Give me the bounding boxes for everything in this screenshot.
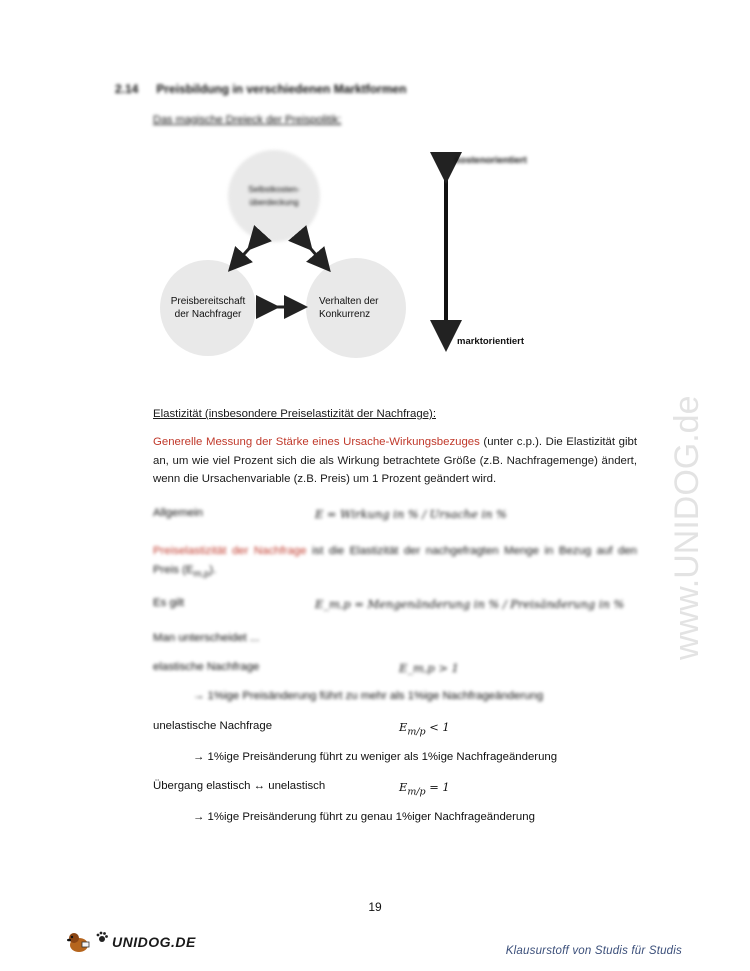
page-number: 19 [368, 900, 382, 914]
paw-icon [96, 931, 108, 943]
general-formula-row [153, 507, 637, 525]
logo-text: UNIDOG.DE [112, 934, 196, 950]
price-elasticity-definition [153, 542, 637, 583]
section-title: Preisbildung in verschiedenen Marktformen [156, 82, 407, 96]
node-cost-coverage-label: Selbstkosten- überdeckung [248, 184, 300, 207]
es-gilt-label: Es gilt [153, 597, 185, 609]
footer-tagline: Klausurstoff von Studis für Studis [505, 945, 682, 957]
elastic-formula: E_m,p > 1 [399, 661, 459, 675]
svg-text:www.UNIDOG.de: www.UNIDOG.de [668, 395, 706, 660]
general-formula: E = Wirkung in % / Ursache in % [315, 507, 507, 521]
transition-note: → 1%ige Preisänderung führt zu genau 1%iger Nachfrageänderung [193, 811, 535, 823]
es-gilt-formula: E_m,p = Mengenänderung in % / Preisänderung in % [315, 597, 625, 611]
elastic-row [153, 661, 637, 679]
general-label: Allgemein [153, 507, 204, 519]
dog-icon [66, 930, 92, 954]
transition-formula: $E_{m/p} = 1$ [399, 780, 450, 798]
unidog-logo [66, 930, 196, 954]
inelastic-row [153, 720, 637, 738]
section-number: 2.14 [115, 82, 139, 96]
node-competition-label: Verhalten der Konkurrenz [319, 296, 379, 320]
arrow-label-cost: kostenorientiert [455, 155, 527, 166]
elasticity-definition [153, 433, 637, 489]
distinguish-row [153, 632, 637, 650]
node-willingness-to-pay-label: Preisbereitschaft der Nachfrager [170, 296, 246, 320]
elastic-note: → 1%ige Preisänderung führt zu mehr als 1%ige Nachfrageänderung [193, 690, 544, 702]
inelastic-note: → 1%ige Preisänderung führt zu weniger als 1%ige Nachfrageänderung [193, 751, 558, 763]
price-elasticity-highlight: Preiselastizität der Nachfrage [153, 545, 307, 557]
subheading: Das magische Dreieck der Preispolitik: [153, 114, 342, 126]
watermark [668, 250, 708, 670]
elasticity-heading: Elastizität (insbesondere Preiselastizität der Nachfrage): [153, 408, 436, 420]
price-elasticity-sub: m,p [193, 567, 210, 579]
es-gilt-row [153, 597, 637, 615]
arrow-label-market: marktorientiert [457, 336, 525, 347]
definition-text: (unter c.p.). Die Elastizität gibt an, um wie viel Prozent sich die als Wirkung betrachtete Größe (z.B. Nachfragemenge) ändert, wenn die Ursachenvariable (z.B. Preis) um 1 Prozent geändert wird. [153, 436, 637, 485]
inelastic-formula: $E_{m/p} < 1$ [399, 720, 450, 738]
section-heading [115, 82, 406, 96]
inelastic-label: unelastische Nachfrage [153, 720, 273, 732]
transition-row [153, 780, 637, 798]
arrow-top-right [305, 242, 323, 263]
distinguish-text: Man unterscheidet ... [153, 632, 260, 644]
price-elasticity-end: ). [209, 563, 217, 576]
definition-highlight: Generelle Messung der Stärke eines Ursache-Wirkungsbezuges [153, 436, 480, 448]
transition-label: Übergang elastisch ↔ unelastisch [153, 780, 326, 792]
elastic-label: elastische Nachfrage [153, 661, 260, 673]
price-elasticity-text: ist die Elastizität der nachgefragten Menge in Bezug auf den Preis (E [153, 545, 638, 576]
arrow-top-left [236, 242, 255, 263]
